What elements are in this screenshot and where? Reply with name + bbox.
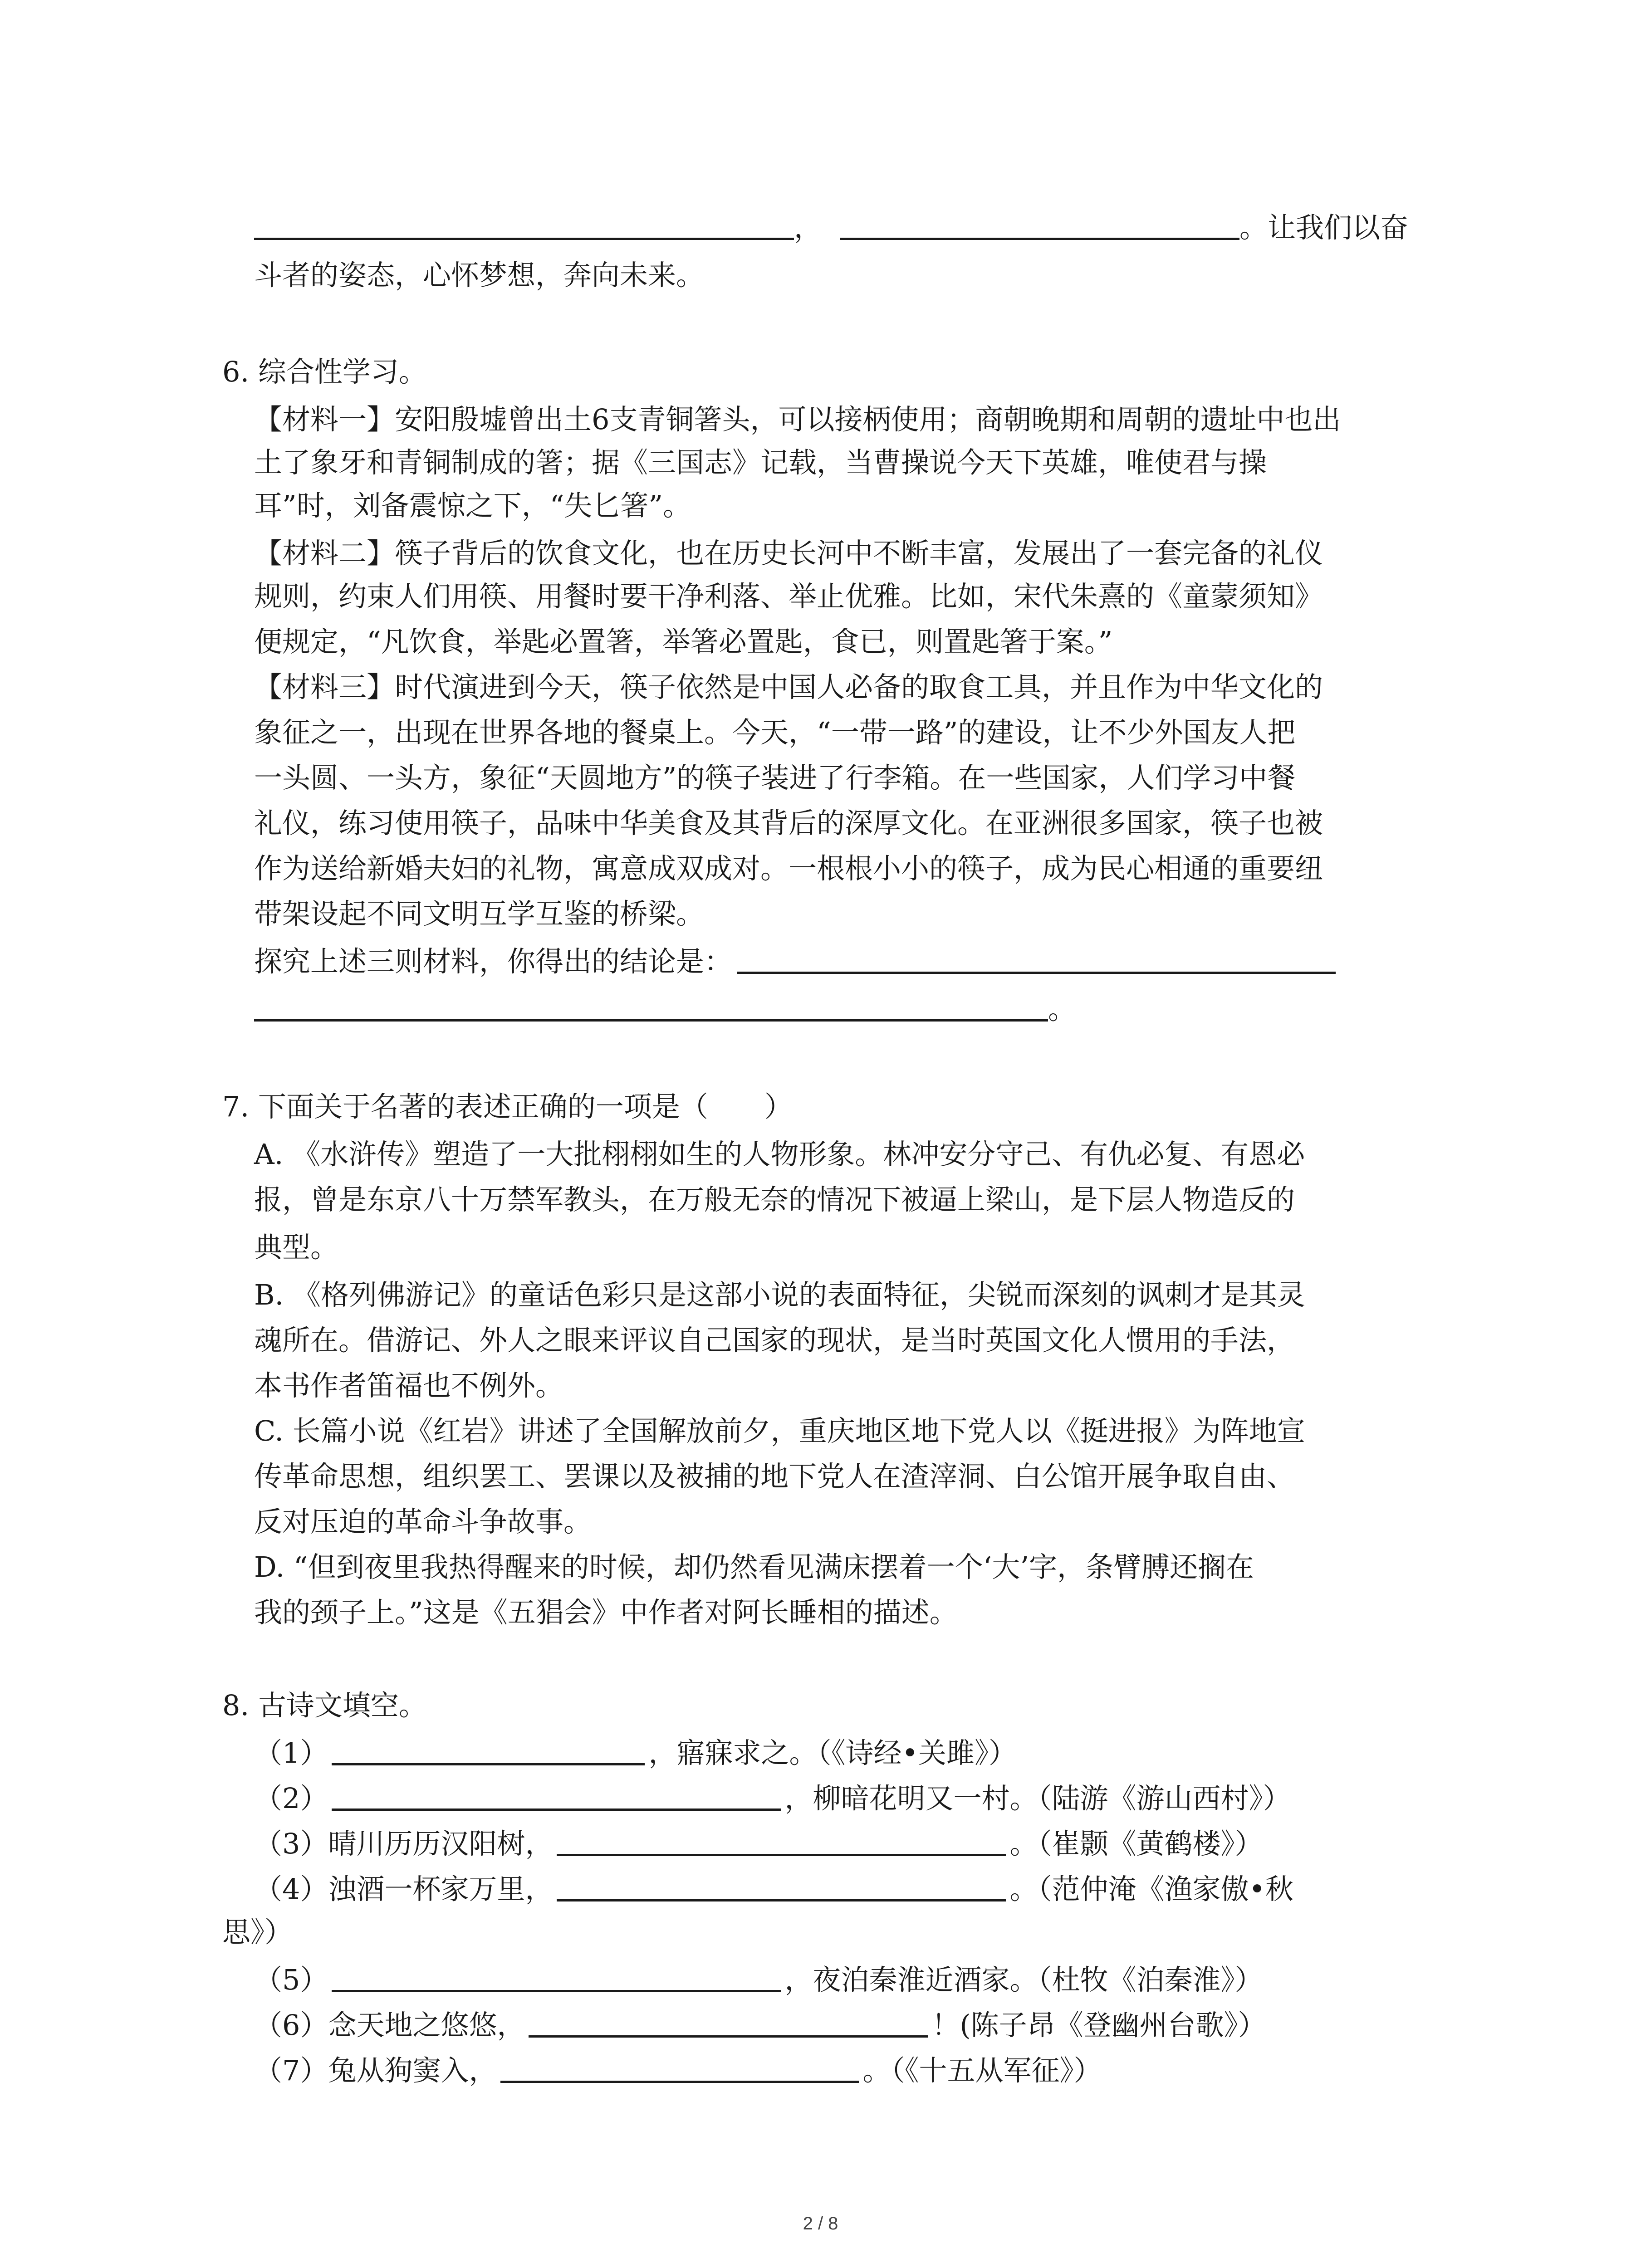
poem-item-7: （7）兔从狗窦入， 。（《十五从军征》） — [254, 2054, 1102, 2087]
material-3-line: 象征之一，出现在世界各地的餐桌上。今天，“一带一路”的建设，让不少外国友人把 — [254, 716, 1296, 749]
option-c-line: 反对压迫的革命斗争故事。 — [254, 1505, 592, 1538]
poem-blank[interactable] — [557, 1873, 1006, 1901]
q7-title: 7. 下面关于名著的表述正确的一项是（ ） — [222, 1090, 793, 1123]
material-2-line: 【材料二】筷子背后的饮食文化，也在历史长河中不断丰富，发展出了一套完备的礼仪 — [254, 537, 1323, 570]
option-a-line: 报，曾是东京八十万禁军教头，在万般无奈的情况下被逼上梁山，是下层人物造反的 — [254, 1183, 1295, 1216]
material-2-line: 规则，约束人们用筷、用餐时要干净利落、举止优雅。比如，宋代朱熹的《童蒙须知》 — [254, 580, 1323, 613]
q5-continuation: 斗者的姿态，心怀梦想，奔向未来。 — [254, 259, 705, 292]
material-3-line: 一头圆、一头方，象征“天圆地方”的筷子装进了行李箱。在一些国家，人们学习中餐 — [254, 761, 1296, 794]
page-number: 2 / 8 — [803, 2214, 838, 2234]
poem-item-4-cont: 思》） — [222, 1916, 293, 1949]
option-b-line: 魂所在。借游记、外人之眼来评议自己国家的现状，是当时英国文化人惯用的手法， — [254, 1324, 1295, 1357]
option-a-line: A. 《水浒传》塑造了一大批栩栩如生的人物形象。林冲安分守己、有仇必复、有恩必 — [254, 1138, 1305, 1171]
comma: ， — [794, 211, 823, 244]
option-b-line: 本书作者笛福也不例外。 — [254, 1369, 564, 1402]
option-c-line: C. 长篇小说《红岩》讲述了全国解放前夕，重庆地区地下党人以《挺进报》为阵地宣 — [254, 1414, 1305, 1447]
material-3-line: 礼仪，练习使用筷子，品味中华美食及其背后的深厚文化。在亚洲很多国家，筷子也被 — [254, 807, 1323, 840]
material-3-line: 作为送给新婚夫妇的礼物，寓意成双成对。一根根小小的筷子，成为民心相通的重要纽 — [254, 852, 1323, 885]
material-3-line: 【材料三】时代演进到今天，筷子依然是中国人必备的取食工具，并且作为中华文化的 — [254, 670, 1323, 704]
q6-conclusion-line — [254, 943, 1441, 980]
poem-blank[interactable] — [500, 2054, 859, 2083]
period: 。 — [1048, 992, 1077, 1026]
q5-blank-line — [254, 210, 1441, 246]
option-d-line: 我的颈子上。”这是《五猖会》中作者对阿长睡相的描述。 — [254, 1596, 958, 1629]
q5-tail-text: 。让我们以奋 — [1239, 211, 1409, 244]
q8-title: 8. 古诗文填空。 — [222, 1689, 427, 1722]
option-a-line: 典型。 — [254, 1231, 339, 1264]
conclusion-blank[interactable] — [737, 945, 1336, 974]
poem-blank[interactable] — [332, 1964, 781, 1992]
poem-item-5: （5） ，夜泊秦淮近酒家。（杜牧《泊秦淮》） — [254, 1963, 1263, 1996]
conclusion-prompt: 探究上述三则材料，你得出的结论是： — [254, 945, 733, 978]
material-1-line: 耳”时，刘备震惊之下，“失匕箸”。 — [254, 489, 691, 522]
option-b-line: B. 《格列佛游记》的童话色彩只是这部小说的表面特征，尖锐而深刻的讽刺才是其灵 — [254, 1278, 1305, 1311]
material-1-line: 【材料一】安阳殷墟曾出土6支青铜箸头，可以接柄使用；商朝晚期和周朝的遗址中也出 — [254, 403, 1341, 436]
material-2-line: 便规定，“凡饮食，举匙必置箸，举箸必置匙，食已，则置匙箸于案。” — [254, 625, 1113, 658]
poem-blank[interactable] — [529, 2009, 928, 2038]
poem-blank[interactable] — [332, 1737, 645, 1765]
answer-blank[interactable] — [254, 211, 794, 240]
q6-conclusion-line-2 — [254, 991, 1441, 1027]
poem-item-3: （3）晴川历历汉阳树， 。（崔颢《黄鹤楼》） — [254, 1827, 1263, 1860]
q6-title: 6. 综合性学习。 — [222, 355, 427, 388]
poem-item-6: （6）念天地之悠悠， ！(陈子昂《登幽州台歌》） — [254, 2009, 1266, 2042]
poem-blank[interactable] — [557, 1828, 1006, 1856]
material-1-line: 土了象牙和青铜制成的箸；据《三国志》记载，当曹操说今天下英雄，唯使君与操 — [254, 446, 1267, 479]
poem-blank[interactable] — [332, 1782, 781, 1811]
poem-item-2: （2） ，柳暗花明又一村。（陆游《游山西村》） — [254, 1782, 1291, 1815]
poem-item-4: （4）浊酒一杯家万里， 。（范仲淹《渔家傲•秋 — [254, 1872, 1294, 1906]
option-d-line: D. “但到夜里我热得醒来的时候，却仍然看见满床摆着一个‘大’字，条臂膊还搁在 — [254, 1550, 1254, 1584]
option-c-line: 传革命思想，组织罢工、罢课以及被捕的地下党人在渣滓洞、白公馆开展争取自由、 — [254, 1460, 1295, 1493]
material-3-line: 带架设起不同文明互学互鉴的桥梁。 — [254, 897, 705, 930]
answer-blank[interactable] — [840, 211, 1239, 240]
conclusion-blank[interactable] — [254, 993, 1048, 1022]
poem-item-1: （1） ，寤寐求之。（《诗经•关雎》） — [254, 1736, 1017, 1769]
